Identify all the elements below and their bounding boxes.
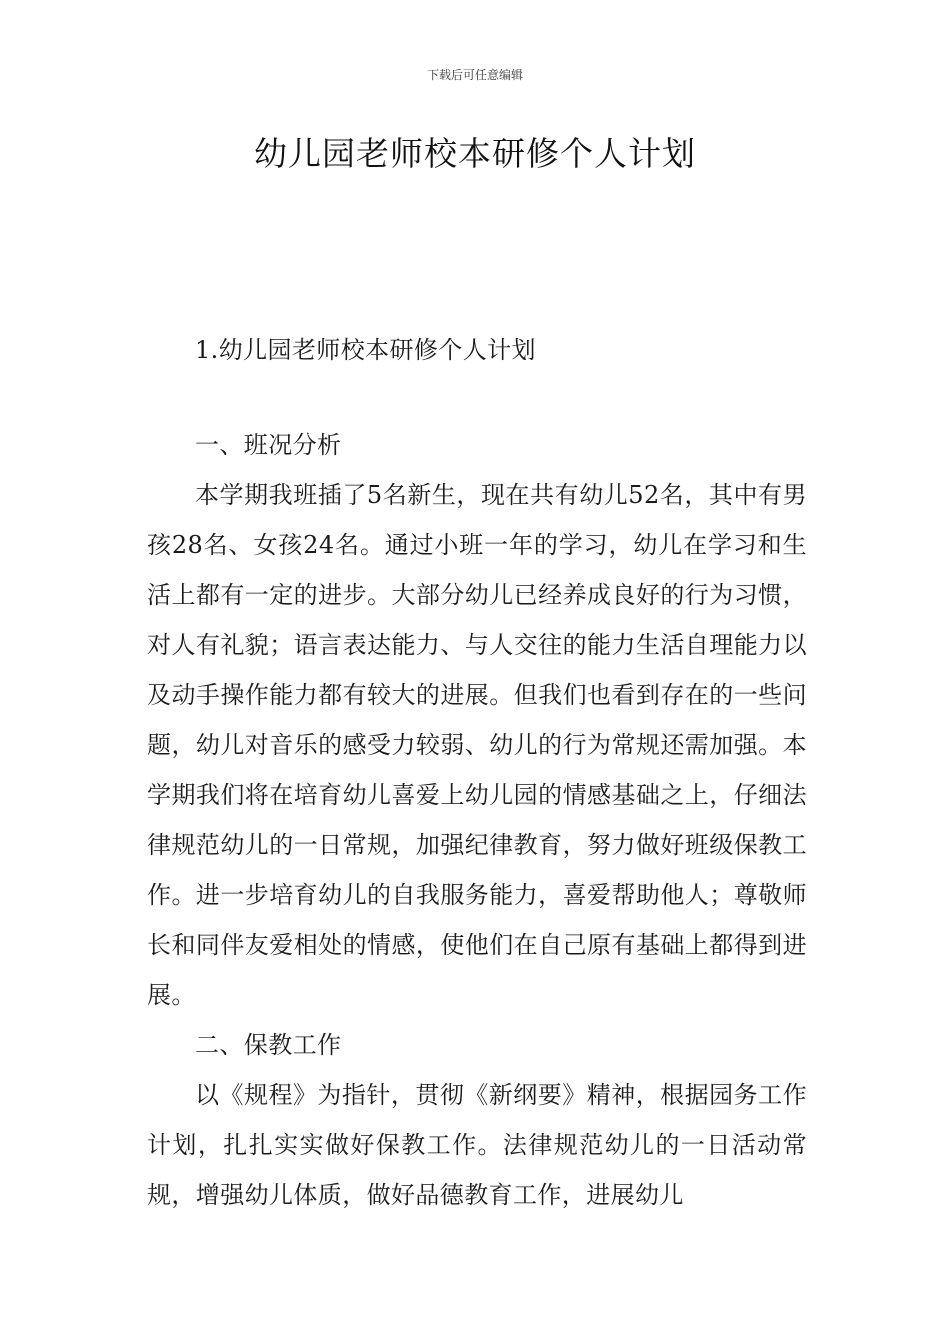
section-heading-care-education: 二、保教工作 [195,1031,342,1059]
paragraph-care-education: 以《规程》为指针，贯彻《新纲要》精神，根据园务工作计划，扎扎实实做好保教工作。法律规范幼儿的一日活动常规，增强幼儿体质，做好品德教育工作，进展幼儿 [147,1081,807,1209]
header-note: 下载后可任意编辑 [426,68,523,82]
section-subtitle: 1.幼儿园老师校本研修个人计划 [195,336,536,364]
spacer [147,378,807,420]
document-body [147,322,807,1220]
section-heading-situation: 一、班况分析 [195,431,342,459]
document-title: 幼儿园老师校本研修个人计划 [254,134,696,173]
paragraph-situation: 本学期我班插了5名新生，现在共有幼儿52名，其中有男孩28名、女孩24名。通过小班一年的学习，幼儿在学习和生活上都有一定的进步。大部分幼儿已经养成良好的行为习惯，对人有礼貌；语言表达能力、与人交往的能力生活自理能力以及动手操作能力都有较大的进展。但我们也看到存在的一些问题，幼儿对音乐的感受力较弱、幼儿的行为常规还需加强。本学期我们将在培育幼儿喜爱上幼儿园的情感基础之上，仔细法律规范幼儿的一日常规，加强纪律教育，努力做好班级保教工作。进一步培育幼儿的自我服务能力，喜爱帮助他人；尊敬师长和同伴友爱相处的情感，使他们在自己原有基础上都得到进展。 [147,481,807,1009]
